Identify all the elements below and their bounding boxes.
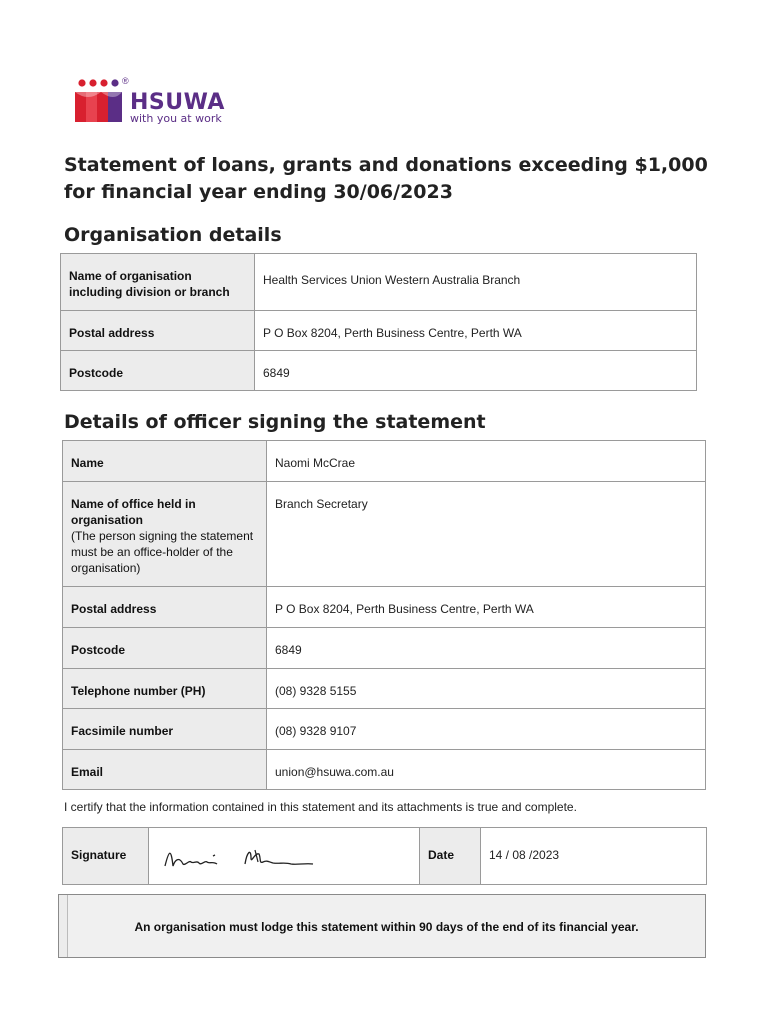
email-value: union@hsuwa.com.au (267, 750, 706, 790)
officer-postal-label: Postal address (63, 587, 267, 628)
office-held-value: Branch Secretary (267, 482, 706, 587)
signature-field[interactable] (149, 828, 420, 885)
table-row (63, 441, 706, 482)
logo-tagline: with you at work (130, 112, 222, 125)
email-label: Email (63, 750, 267, 790)
date-label: Date (420, 828, 481, 885)
date-value[interactable]: 14 / 08 /2023 (481, 828, 707, 885)
org-name-value: Health Services Union Western Australia Branch (255, 254, 697, 311)
officer-name-label: Name (63, 441, 267, 482)
org-name-label: Name of organisation including division or branch (61, 254, 255, 311)
officer-name-value: Naomi McCrae (267, 441, 706, 482)
notice-text: An organisation must lodge this statement within 90 days of the end of its financial year. (134, 920, 639, 934)
table-row (63, 709, 706, 750)
table-row (61, 351, 697, 391)
handwritten-signature (155, 836, 335, 876)
telephone-value: (08) 9328 5155 (267, 669, 706, 709)
org-postal-value: P O Box 8204, Perth Business Centre, Perth WA (255, 311, 697, 351)
hsuwa-logo (72, 76, 242, 128)
officer-postal-value: P O Box 8204, Perth Business Centre, Perth WA (267, 587, 706, 628)
org-postcode-label: Postcode (61, 351, 255, 391)
officer-postcode-value: 6849 (267, 628, 706, 669)
telephone-label: Telephone number (PH) (63, 669, 267, 709)
table-row (63, 628, 706, 669)
table-row (63, 482, 706, 587)
table-row (61, 311, 697, 351)
table-row (63, 750, 706, 790)
officer-details-table (62, 440, 706, 790)
office-held-label-text: Name of office held in organisation (71, 497, 196, 527)
signature-label: Signature (63, 828, 149, 885)
org-section-heading: Organisation details (64, 224, 282, 246)
union-people-icon (72, 76, 128, 128)
lodgement-notice (58, 894, 706, 958)
table-row (61, 254, 697, 311)
registered-mark: ® (122, 76, 129, 86)
table-row (63, 669, 706, 709)
logo-brand: HSUWA (130, 90, 225, 115)
officer-section-heading: Details of officer signing the statement (64, 411, 486, 433)
certification-statement: I certify that the information contained in this statement and its attachments is true and complete. (64, 800, 577, 814)
office-held-note: (The person signing the statement must be an office-holder of the organisation) (71, 529, 254, 575)
org-postal-label: Postal address (61, 311, 255, 351)
table-row (63, 828, 707, 885)
office-held-label (63, 482, 267, 587)
notice-panel (67, 895, 705, 957)
table-row (63, 587, 706, 628)
page-title: Statement of loans, grants and donations exceeding $1,000 for financial year ending 30/06/2023 (64, 154, 708, 203)
signature-table (62, 827, 707, 885)
facsimile-value: (08) 9328 9107 (267, 709, 706, 750)
org-details-table (60, 253, 697, 391)
facsimile-label: Facsimile number (63, 709, 267, 750)
org-postcode-value: 6849 (255, 351, 697, 391)
officer-postcode-label: Postcode (63, 628, 267, 669)
